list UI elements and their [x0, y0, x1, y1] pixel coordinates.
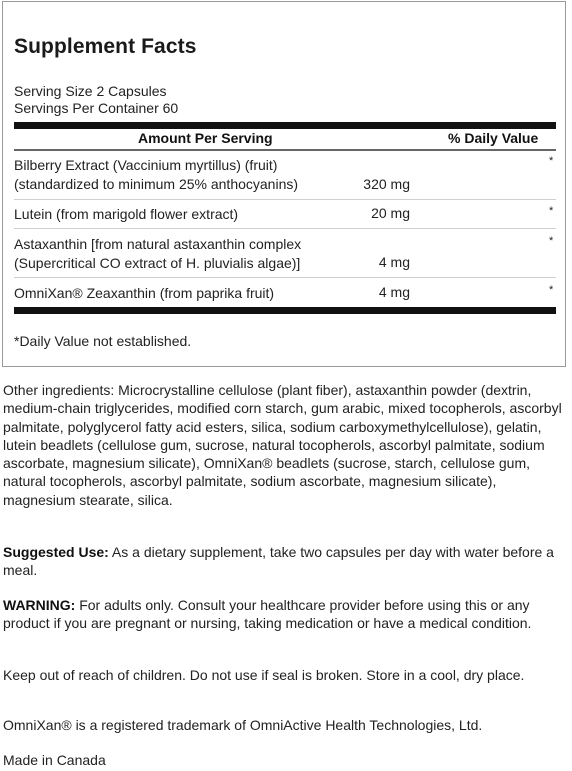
other-ingredients: Other ingredients: Microcrystalline cellulose (plant fiber), astaxanthin powder (dextrin, medium-chain triglycerides, modified corn starch, gum arabic, mixed tocopherols, ascorbyl palmitate, polyglycerol fatty acid esters, silica, sodium carboxymethylcellulose), gelatin, lutein beadlets (cellulose gum, sucrose, natural tocopherols, ascorbyl palmitate, sodium ascorbate, magnesium silicate), OmniXan® beadlets (sucrose, starch, cellulose gum, natural tocopherols, ascorbyl palmitate, sodium ascorbate, magnesium silicate), magnesium stearate, silica. — [3, 382, 562, 508]
warning-label: WARNING: — [3, 597, 76, 613]
ingredient-amount: 4 mg — [378, 254, 410, 270]
header-bottom-rule — [14, 149, 556, 151]
warning — [3, 596, 565, 633]
daily-value-asterisk: * — [549, 284, 554, 296]
suggested-use — [3, 543, 565, 580]
ingredient-name-cont: (standardized to minimum 25% anthocyanins) — [14, 176, 299, 192]
footer-bar — [14, 307, 556, 314]
row-divider — [14, 277, 556, 278]
trademark-notice: OmniXan® is a registered trademark of OmniActive Health Technologies, Ltd. — [3, 717, 483, 733]
ingredient-amount: 4 mg — [378, 284, 410, 300]
daily-value-footnote: *Daily Value not established. — [14, 333, 192, 349]
daily-value-asterisk: * — [549, 235, 554, 247]
suggested-use-text: As a dietary supplement, take two capsules per day with water before a meal. — [3, 544, 554, 579]
ingredient-name: OmniXan® Zeaxanthin (from paprika fruit) — [14, 285, 275, 301]
warning-text: For adults only. Consult your healthcare provider before using this or any product if you are pregnant or nursing, taking medication or have a medical condition. — [3, 597, 532, 632]
ingredient-amount: 320 mg — [363, 176, 410, 192]
header-top-bar — [14, 122, 556, 129]
suggested-use-label: Suggested Use: — [3, 544, 109, 560]
daily-value-asterisk: * — [549, 205, 554, 217]
ingredient-name: Lutein (from marigold flower extract) — [14, 206, 239, 222]
ingredient-name-cont: (Supercritical CO extract of H. pluvialis algae)] — [14, 255, 301, 271]
facts-title: Supplement Facts — [14, 35, 197, 58]
serving-size: Serving Size 2 Capsules — [14, 83, 167, 99]
daily-value-asterisk: * — [549, 155, 554, 167]
daily-value-header: % Daily Value — [448, 130, 539, 146]
ingredient-amount: 20 mg — [371, 205, 410, 221]
supplement-facts-panel — [2, 1, 566, 367]
storage-instructions: Keep out of reach of children. Do not use if seal is broken. Store in a cool, dry place. — [3, 667, 525, 683]
country-of-origin: Made in Canada — [3, 752, 106, 768]
row-divider — [14, 228, 556, 229]
servings-per-container: Servings Per Container 60 — [14, 100, 179, 116]
ingredient-name: Bilberry Extract (Vaccinium myrtillus) (fruit) — [14, 157, 278, 173]
ingredient-name: Astaxanthin [from natural astaxanthin complex — [14, 236, 302, 252]
amount-per-serving-header: Amount Per Serving — [138, 130, 273, 146]
row-divider — [14, 199, 556, 200]
